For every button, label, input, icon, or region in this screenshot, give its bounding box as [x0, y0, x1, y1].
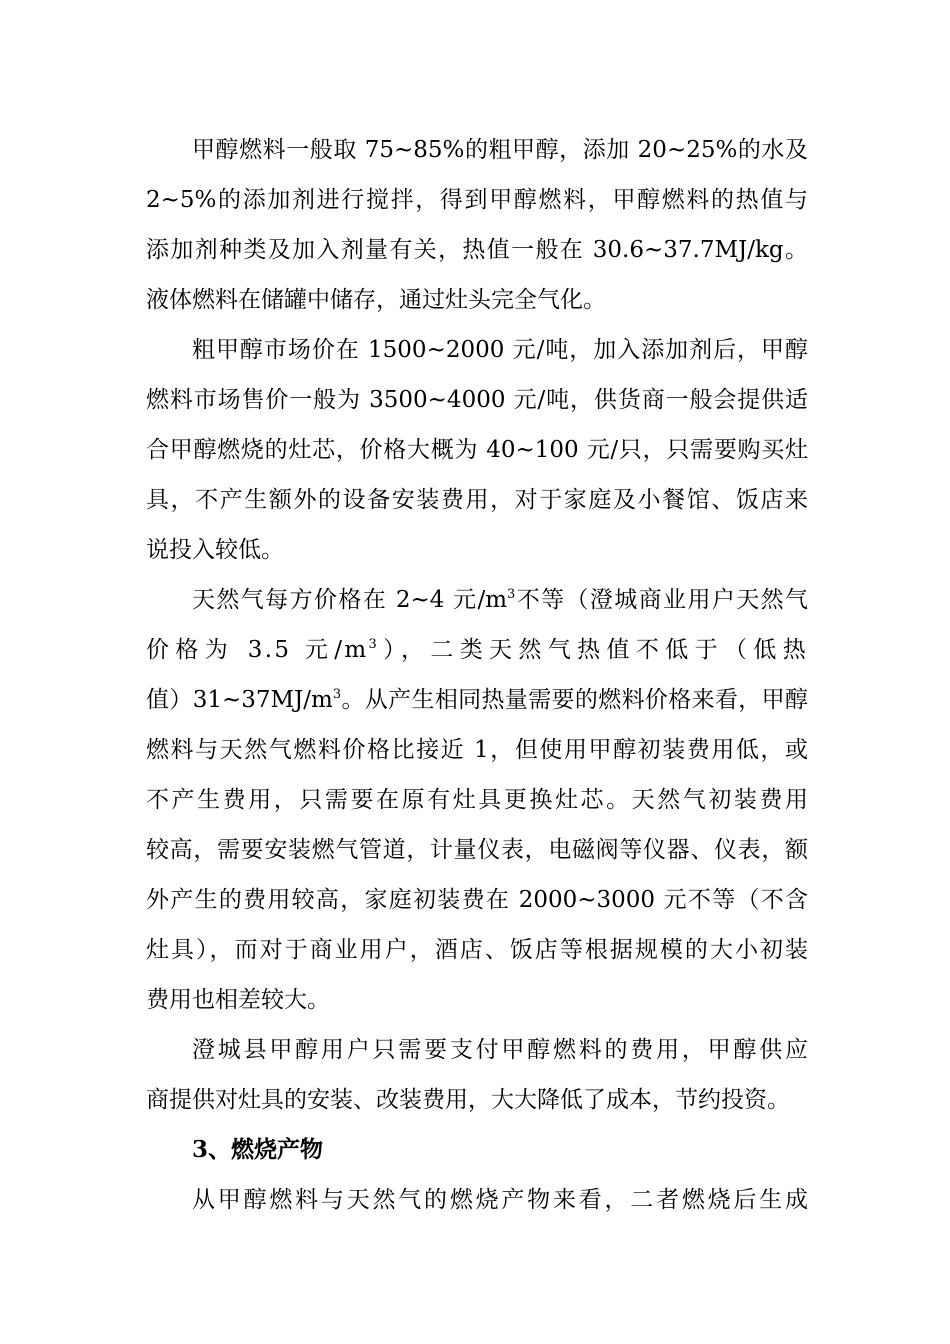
- paragraph-3-line-7: [146, 875, 808, 925]
- paragraph-4-line-1: [146, 1025, 808, 1075]
- paragraph-2-line-3: [146, 425, 808, 475]
- superscript: 3: [507, 587, 516, 602]
- paragraph-1-line-2: [146, 175, 808, 225]
- text-span: 外产生的费用较高，家庭初装费在 2000~3000 元不等（不含: [146, 887, 808, 913]
- document-body: [146, 125, 808, 1225]
- text-span: 液体燃料在储罐中储存，通过灶头完全气化。: [146, 287, 606, 313]
- text-span: 说投入较低。: [146, 537, 284, 563]
- paragraph-3-line-9: [146, 975, 808, 1025]
- text-span: 添加剂种类及加入剂量有关，热值一般在 30.6~37.7MJ/kg。: [146, 237, 808, 263]
- text-span: 较高，需要安装燃气管道，计量仪表，电磁阀等仪器、仪表，额: [146, 837, 808, 863]
- text-span: 价格为 3.5 元/m: [146, 637, 369, 663]
- text-span: 燃料与天然气燃料价格比接近 1，但使用甲醇初装费用低，或: [146, 737, 808, 763]
- text-span: 。从产生相同热量需要的燃料价格来看，甲醇: [341, 687, 808, 713]
- text-span: 具，不产生额外的设备安装费用，对于家庭及小餐馆、饭店来: [146, 487, 808, 513]
- paragraph-2-line-5: [146, 525, 808, 575]
- text-span: 从甲醇燃料与天然气的燃烧产物来看，二者燃烧后生成: [192, 1187, 808, 1213]
- paragraph-2-line-4: [146, 475, 808, 525]
- paragraph-3-line-3: [146, 675, 808, 725]
- text-span: 2~5%的添加剂进行搅拌，得到甲醇燃料，甲醇燃料的热值与: [146, 187, 808, 213]
- text-span: 甲醇燃料一般取 75~85%的粗甲醇，添加 20~25%的水及: [192, 137, 808, 163]
- paragraph-4-line-2: [146, 1075, 808, 1125]
- paragraph-3-line-1: [146, 575, 808, 625]
- paragraph-3-line-6: [146, 825, 808, 875]
- paragraph-2-line-1: [146, 325, 808, 375]
- text-span: 合甲醇燃烧的灶芯，价格大概为 40~100 元/只，只需要购买灶: [146, 437, 808, 463]
- paragraph-3-line-8: [146, 925, 808, 975]
- text-span: 澄城县甲醇用户只需要支付甲醇燃料的费用，甲醇供应: [192, 1037, 808, 1063]
- text-span: 值）31~37MJ/m: [146, 687, 333, 713]
- text-span: 商提供对灶具的安装、改装费用，大大降低了成本，节约投资。: [146, 1087, 790, 1113]
- superscript: 3: [368, 637, 380, 652]
- text-span: 天然气每方价格在 2~4 元/m: [192, 587, 508, 613]
- heading-text: 3、燃烧产物: [192, 1136, 324, 1163]
- text-span: 灶具），而对于商业用户，酒店、饭店等根据规模的大小初装: [146, 937, 808, 963]
- text-span: 粗甲醇市场价在 1500~2000 元/吨，加入添加剂后，甲醇: [192, 337, 808, 363]
- paragraph-5-line-1: [146, 1175, 808, 1225]
- paragraph-3-line-4: [146, 725, 808, 775]
- paragraph-1-line-1: [146, 125, 808, 175]
- text-span: 不等（澄城商业用户天然气: [515, 587, 809, 613]
- paragraph-2-line-2: [146, 375, 808, 425]
- text-span: ），二类天然气热值不低于（低热: [379, 637, 809, 663]
- paragraph-3-line-2: [146, 625, 808, 675]
- text-span: 燃料市场售价一般为 3500~4000 元/吨，供货商一般会提供适: [146, 387, 808, 413]
- text-span: 不产生费用，只需要在原有灶具更换灶芯。天然气初装费用: [146, 787, 808, 813]
- superscript: 3: [332, 687, 342, 702]
- paragraph-3-line-5: [146, 775, 808, 825]
- paragraph-1-line-4: [146, 275, 808, 325]
- section-heading: [146, 1125, 808, 1175]
- paragraph-1-line-3: [146, 225, 808, 275]
- text-span: 费用也相差较大。: [146, 987, 330, 1013]
